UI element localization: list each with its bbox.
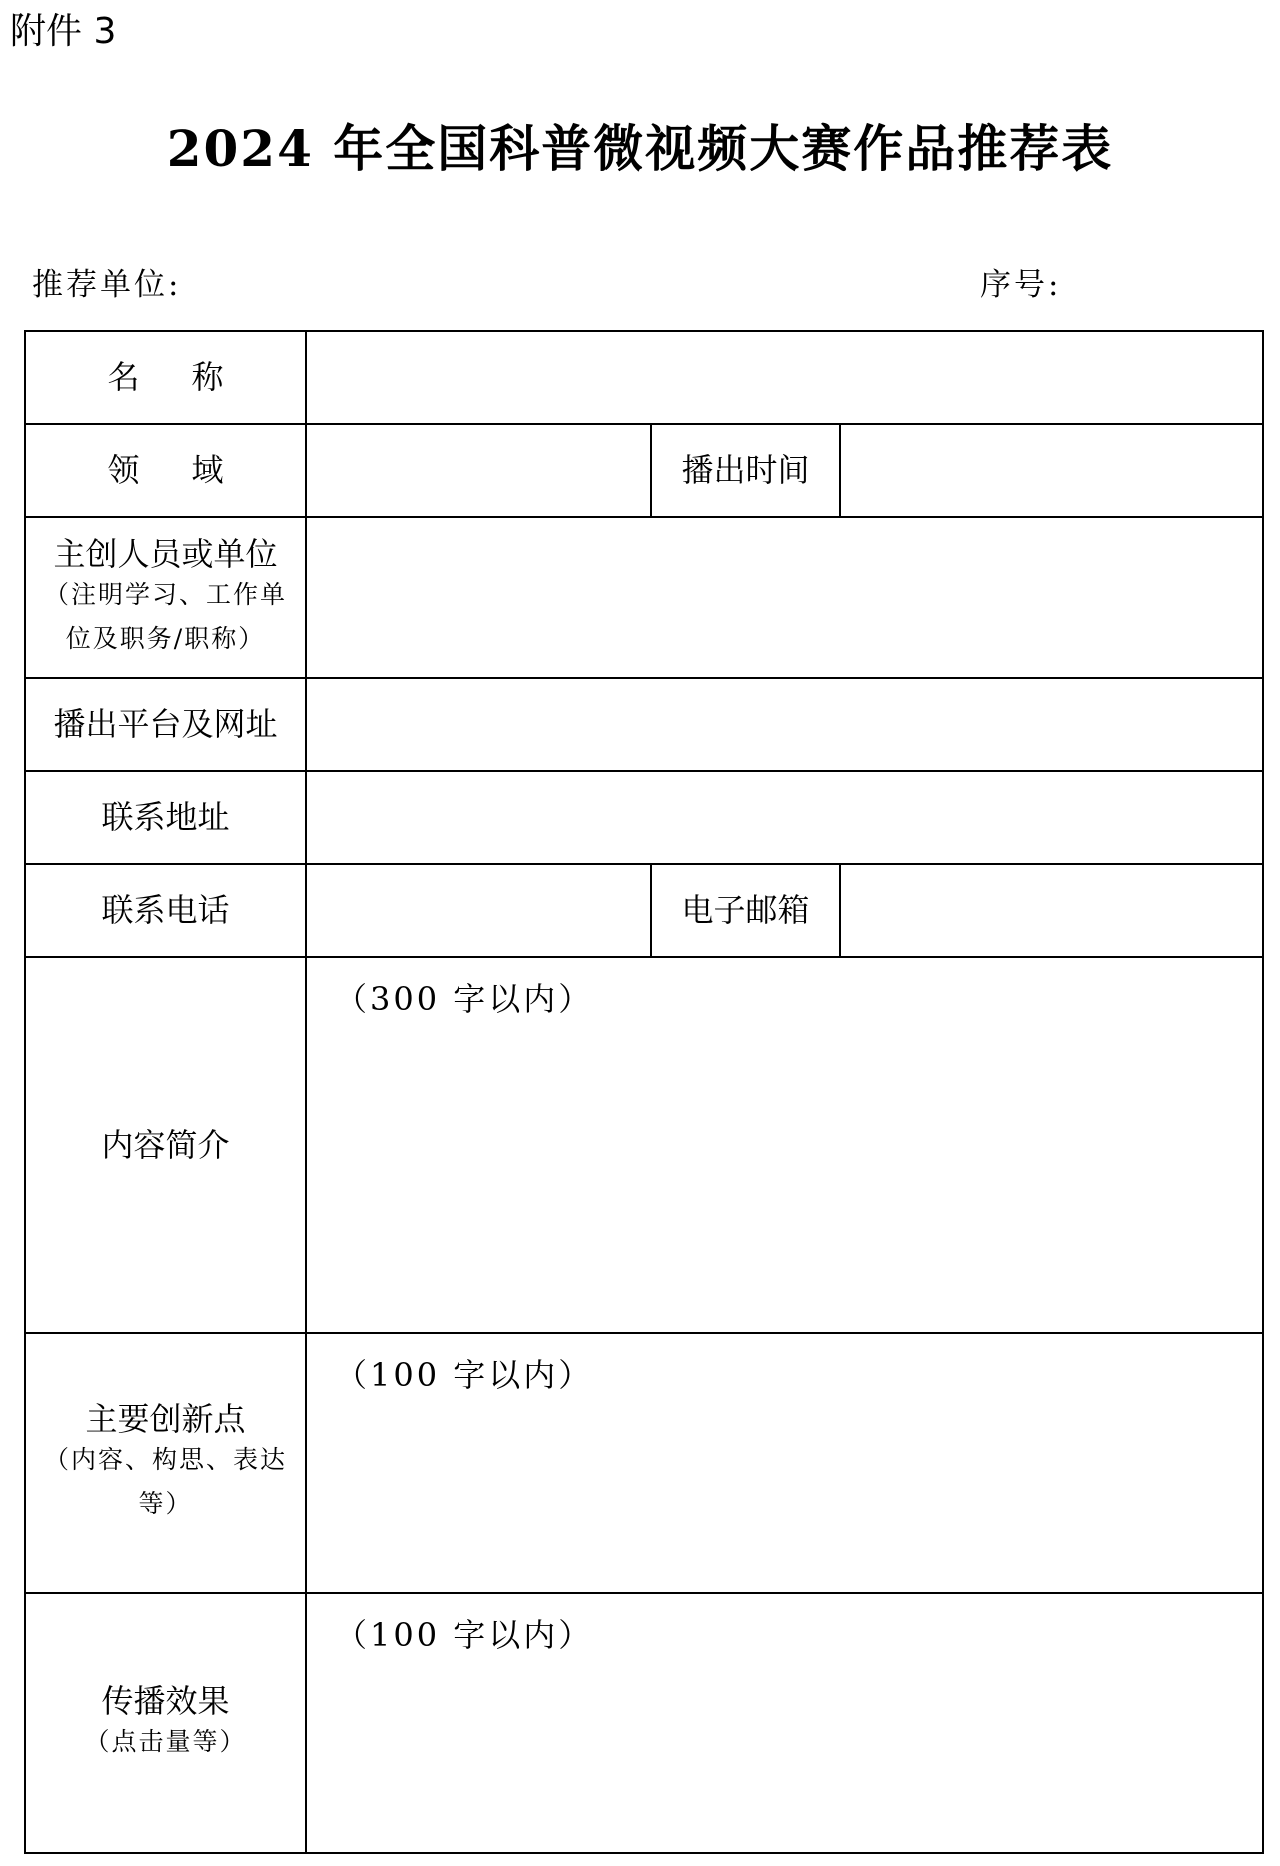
innovation-label: 主要创新点 — [85, 1400, 246, 1439]
page-title: 2024 年全国科普微视频大赛作品推荐表 — [166, 119, 1114, 178]
serial-number-label: 序号: — [980, 267, 1062, 303]
effect-hint: （100 字以内） — [335, 1616, 594, 1654]
email-label: 电子邮箱 — [651, 864, 840, 957]
recommendation-form-table — [24, 330, 1264, 1854]
name-label-char-2: 称 — [191, 358, 224, 397]
row-address — [25, 771, 1263, 864]
innovation-note: （内容、构思、表达等） — [43, 1445, 287, 1519]
creators-note-line-2: 位及职务/职称） — [65, 623, 266, 653]
effect-label: 传播效果 — [101, 1681, 230, 1720]
email-input-cell[interactable] — [840, 864, 1263, 957]
row-creators — [25, 517, 1263, 678]
row-phone-email — [25, 864, 1263, 957]
creators-label: 主创人员或单位 — [53, 534, 278, 573]
effect-label-cell — [25, 1593, 306, 1853]
creators-label-cell — [25, 517, 306, 678]
creators-input-cell[interactable] — [306, 517, 1263, 678]
row-effect — [25, 1593, 1263, 1853]
summary-input-cell[interactable] — [306, 957, 1263, 1333]
phone-input-cell[interactable] — [306, 864, 651, 957]
attachment-label: 附件 3 — [10, 11, 117, 52]
row-platform — [25, 678, 1263, 771]
broadcast-time-label: 播出时间 — [651, 424, 840, 517]
name-label-cell — [25, 331, 306, 424]
name-label-char-1: 名 — [107, 358, 140, 397]
platform-label: 播出平台及网址 — [25, 678, 306, 771]
summary-label: 内容简介 — [25, 957, 306, 1333]
row-innovation — [25, 1333, 1263, 1593]
creators-note-line-1: （注明学习、工作单 — [43, 579, 287, 609]
effect-note: （点击量等） — [84, 1727, 247, 1757]
innovation-hint: （100 字以内） — [335, 1356, 594, 1394]
field-input-cell[interactable] — [306, 424, 651, 517]
summary-hint: （300 字以内） — [335, 980, 594, 1018]
field-label-cell — [25, 424, 306, 517]
effect-input-cell[interactable] — [306, 1593, 1263, 1853]
name-input-cell[interactable] — [306, 331, 1263, 424]
innovation-label-cell — [25, 1333, 306, 1593]
recommending-unit-label: 推荐单位: — [32, 267, 182, 303]
address-label: 联系地址 — [25, 771, 306, 864]
field-label-char-2: 域 — [191, 451, 224, 490]
row-summary — [25, 957, 1263, 1333]
phone-label: 联系电话 — [25, 864, 306, 957]
address-input-cell[interactable] — [306, 771, 1263, 864]
broadcast-time-input-cell[interactable] — [840, 424, 1263, 517]
field-label-char-1: 领 — [107, 451, 140, 490]
innovation-input-cell[interactable] — [306, 1333, 1263, 1593]
row-name — [25, 331, 1263, 424]
row-field — [25, 424, 1263, 517]
platform-input-cell[interactable] — [306, 678, 1263, 771]
